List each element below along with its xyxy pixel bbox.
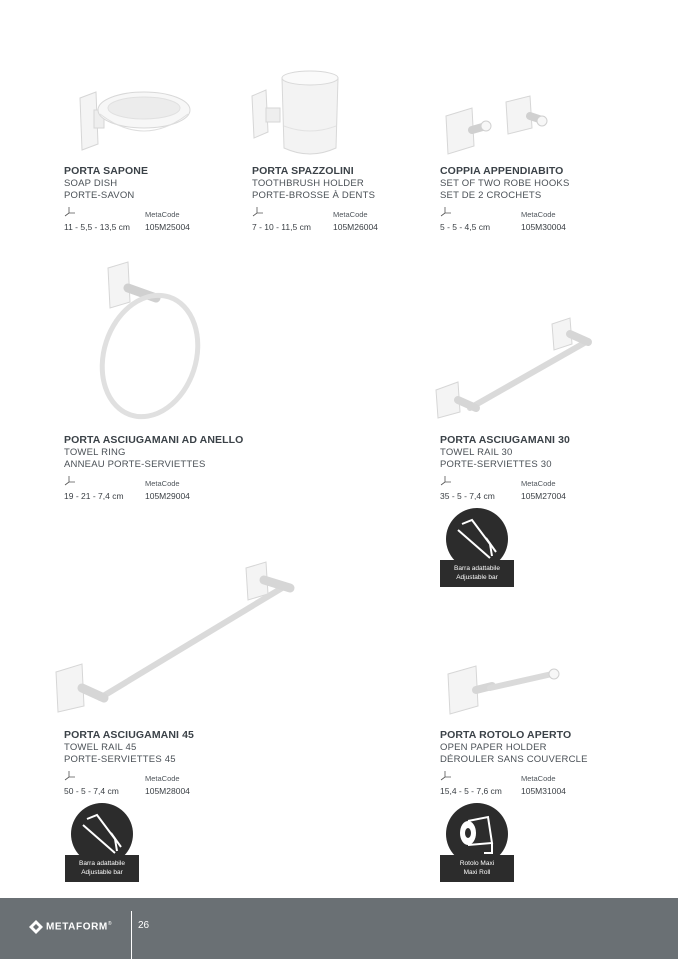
product-name-en: TOWEL RAIL 45 [64, 742, 137, 753]
metacode-label: MetaCode [145, 210, 180, 219]
dimensions-icon [252, 207, 264, 217]
towel-rail-30-image [434, 314, 600, 420]
product-name: PORTA SAPONE [64, 165, 149, 177]
product-name-fr: PORTE-SERVIETTES 30 [440, 459, 552, 470]
dimensions-icon [440, 771, 452, 781]
badge-label-en: Adjustable bar [81, 869, 123, 876]
metacode-value: 105M27004 [521, 491, 566, 501]
toothbrush-holder-image [250, 70, 350, 160]
product-name-en: SET OF TWO ROBE HOOKS [440, 178, 570, 189]
product-name-fr: DÉROULER SANS COUVERCLE [440, 754, 588, 765]
dimensions-value: 35 - 5 - 7,4 cm [440, 491, 495, 501]
product-name-fr: PORTE-SERVIETTES 45 [64, 754, 176, 765]
product-name-en: TOWEL RING [64, 447, 126, 458]
metaform-logo-icon [29, 920, 43, 934]
product-name: PORTA ASCIUGAMANI 30 [440, 434, 570, 446]
badge-label-it: Barra adattabile [454, 565, 500, 572]
badge-label-it: Rotolo Maxi [459, 860, 495, 867]
metacode-label: MetaCode [521, 210, 556, 219]
brand-name: METAFORM [46, 921, 108, 933]
product-name-en: TOWEL RAIL 30 [440, 447, 513, 458]
towel-ring-image [96, 262, 206, 424]
badge-label-en: Maxi Roll [463, 869, 491, 876]
badge-label-en: Adjustable bar [456, 574, 498, 581]
dimensions-value: 11 - 5,5 - 13,5 cm [64, 222, 130, 232]
metacode-label: MetaCode [145, 774, 180, 783]
product-name-fr: ANNEAU PORTE-SERVIETTES [64, 459, 206, 470]
page-footer [0, 898, 678, 959]
metacode-label: MetaCode [333, 210, 368, 219]
product-name-en: TOOTHBRUSH HOLDER [252, 178, 364, 189]
metacode-label: MetaCode [145, 479, 180, 488]
paper-holder-image [446, 660, 566, 716]
dimensions-value: 50 - 5 - 7,4 cm [64, 786, 119, 796]
product-name-en: SOAP DISH [64, 178, 118, 189]
dimensions-icon [440, 476, 452, 486]
product-name-fr: PORTE-SAVON [64, 190, 135, 201]
dimensions-icon [64, 771, 76, 781]
dimensions-value: 15,4 - 5 - 7,6 cm [440, 786, 502, 796]
footer-divider [131, 911, 132, 959]
page-number: 26 [138, 920, 150, 931]
dimensions-icon [64, 476, 76, 486]
metacode-value: 105M29004 [145, 491, 190, 501]
product-name: PORTA ASCIUGAMANI AD ANELLO [64, 434, 244, 446]
metacode-label: MetaCode [521, 479, 556, 488]
dimensions-value: 7 - 10 - 11,5 cm [252, 222, 311, 232]
product-name: PORTA SPAZZOLINI [252, 165, 354, 177]
metacode-value: 105M25004 [145, 222, 190, 232]
product-name-fr: SET DE 2 CROCHETS [440, 190, 542, 201]
metacode-value: 105M30004 [521, 222, 566, 232]
dimensions-value: 19 - 21 - 7,4 cm [64, 491, 124, 501]
badge-label-it: Barra adattabile [79, 860, 125, 867]
dimensions-icon [64, 207, 76, 217]
metacode-value: 105M26004 [333, 222, 378, 232]
product-name-en: OPEN PAPER HOLDER [440, 742, 547, 753]
metacode-value: 105M31004 [521, 786, 566, 796]
product-name: PORTA ASCIUGAMANI 45 [64, 729, 194, 741]
product-name: PORTA ROTOLO APERTO [440, 729, 572, 741]
dimensions-icon [440, 207, 452, 217]
metacode-value: 105M28004 [145, 786, 190, 796]
soap-dish-image [74, 88, 194, 158]
dimensions-value: 5 - 5 - 4,5 cm [440, 222, 491, 232]
registered-mark: ® [107, 921, 113, 927]
product-name-fr: PORTE-BROSSE À DENTS [252, 190, 376, 201]
robe-hooks-image [444, 96, 554, 158]
towel-rail-45-image [54, 560, 300, 712]
metacode-label: MetaCode [521, 774, 556, 783]
product-name: COPPIA APPENDIABITO [440, 165, 564, 177]
